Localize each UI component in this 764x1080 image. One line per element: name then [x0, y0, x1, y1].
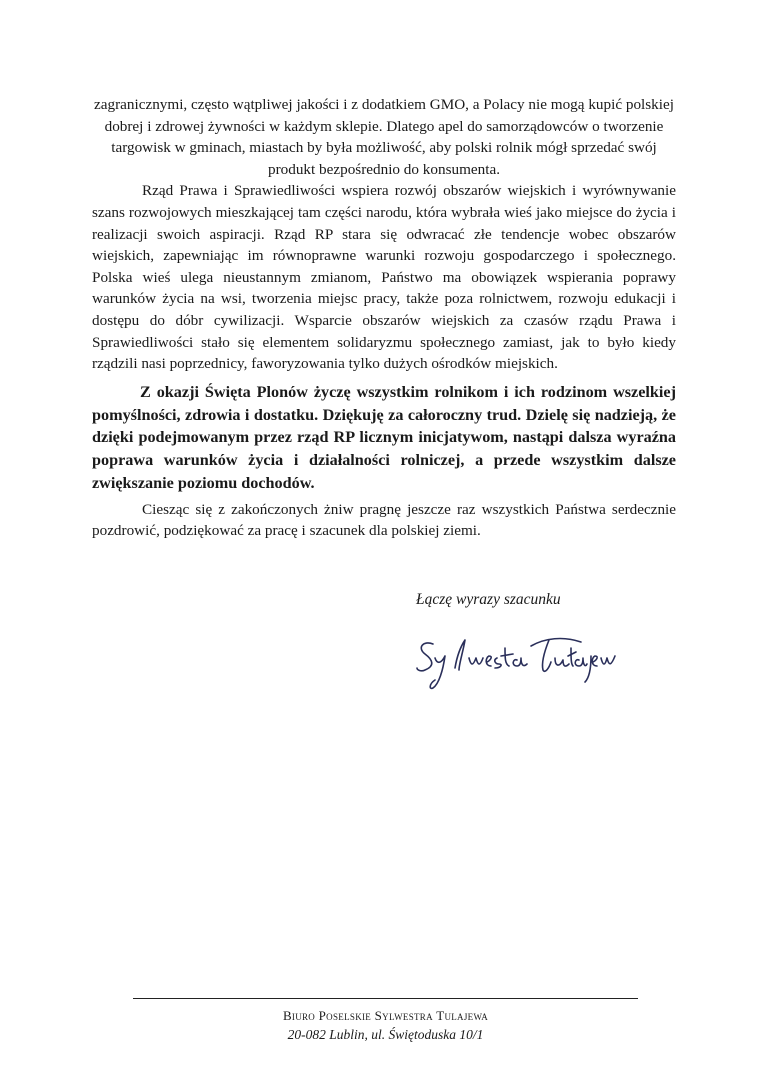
paragraph-government-support: Rząd Prawa i Sprawiedliwości wspiera rozwój obszarów wiejskich i wyrównywanie szans rozwojowych mieszkającej tam części narodu, która wybrała wieś jako miejsce do życia i realizacji swoich aspiracji. Rząd RP stara się odwracać złe tendencje wobec obszarów wiejskich, zapewniając im równoprawne warunki rozwoju gospodarczego i społecznego. Polska wieś ulega nieustannym zmianom, Państwo ma obowiązek wspierania poprawy warunków życia na wsi, tworzenia miejsc pracy, także poza rolnictwem, rozwoju edukacji i dostępu do dóbr cywilizacji. Wsparcie obszarów wiejskich za czasów rządu Prawa i Sprawiedliwości stało się elementem solidaryzmu społecznego zamiast, jak to było kiedy rządzili nasi poprzednicy, faworyzowania tylko dużych ośrodków miejskich.: [92, 182, 676, 373]
footer-address: 20-082 Lublin, ul. Świętoduska 10/1: [287, 1027, 484, 1042]
paragraph-harvest-wishes: Z okazji Święta Plonów życzę wszystkim rolnikom i ich rodzinom wszelkiej pomyślności, zdrowia i dostatku. Dziękuję za całoroczny trud. Dzielę się nadzieją, że dzięki podejmowanym przez rząd RP licznym inicjatywom, nastąpi dalsza wyraźna poprawa warunków życia i działalności rolniczej, a przede wszystkim dalsze zwiększanie poziomu dochodów.: [92, 382, 676, 492]
footer-office-name: Biuro Poselskie Sylwestra Tulajewa: [282, 1008, 489, 1023]
handwritten-signature: [413, 618, 623, 700]
footer-divider: [133, 998, 638, 999]
paragraph-continuation: zagranicznymi, często wątpliwej jakości i z dodatkiem GMO, a Polacy nie mogą kupić polskiej dobrej i zdrowej żywności w każdym sklepie. Dlatego apel do samorządowców o tworzenie targowisk w gminach, miastach by była możliwość, aby polski rolnik mógł sprzedać swój produkt bezpośrednio do konsumenta.: [94, 96, 674, 178]
closing-regards: Łączę wyrazy szacunku: [416, 591, 561, 608]
letter-body: [92, 94, 676, 542]
paragraph-greeting: Ciesząc się z zakończonych żniw pragnę jeszcze raz wszystkich Państwa serdecznie pozdrowić, podziękować za pracę i szacunek dla polskiej ziemi.: [92, 500, 676, 540]
